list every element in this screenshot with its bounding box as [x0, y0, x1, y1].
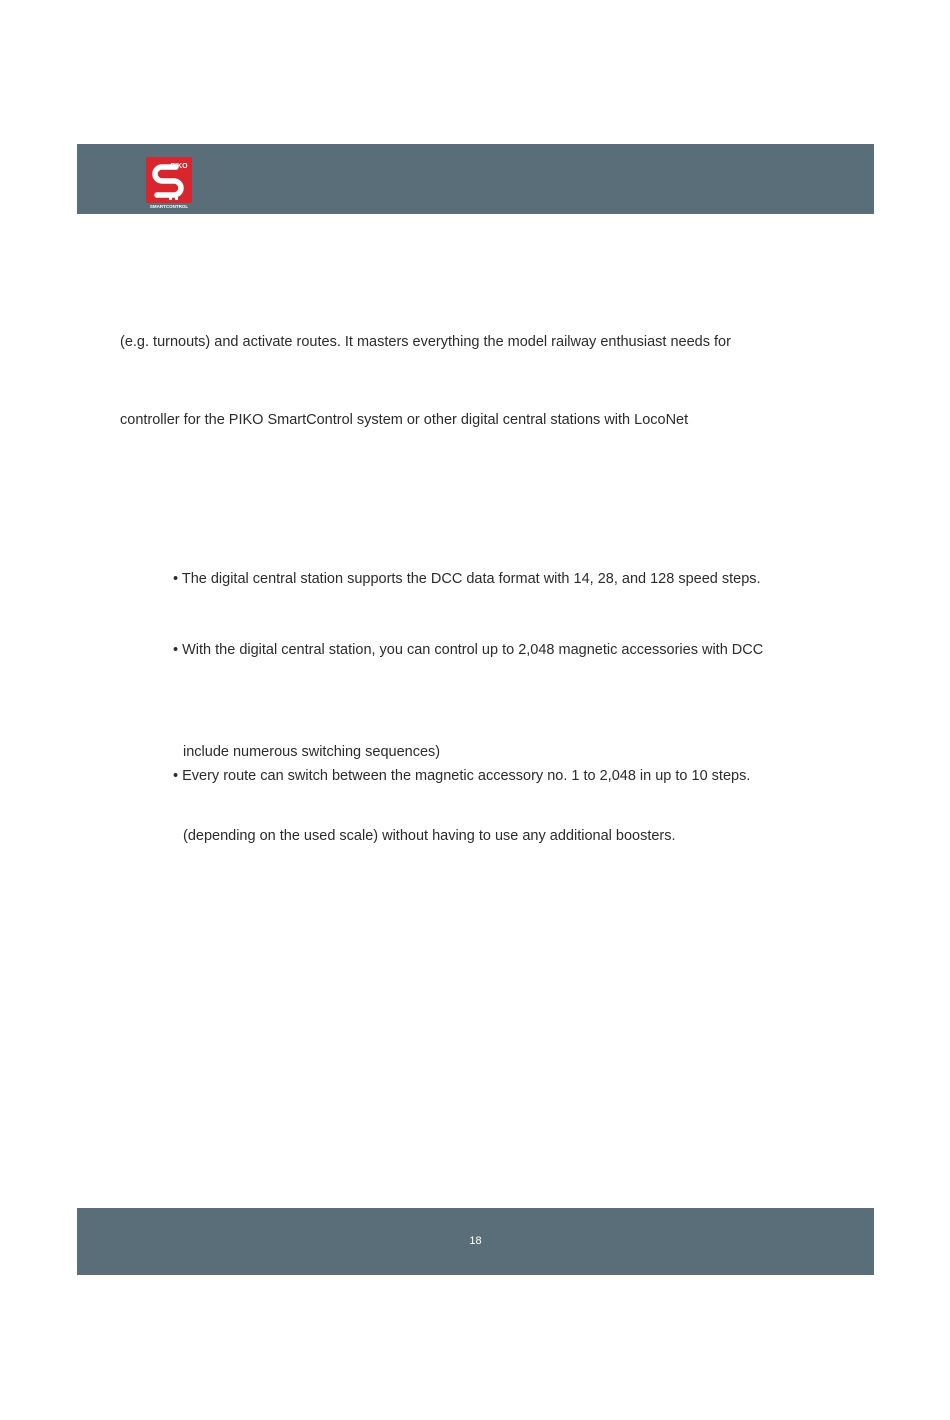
piko-smartcontrol-logo — [146, 157, 192, 209]
footer-band — [77, 1208, 874, 1275]
svg-text:SMARTCONTROL: SMARTCONTROL — [149, 204, 189, 209]
header-band — [77, 144, 874, 214]
bullet-item-magnetic-accessories: • With the digital central station, you can control up to 2,048 magnetic accessories with DCC — [173, 642, 764, 658]
page-number: 18 — [469, 1235, 482, 1247]
paragraph-line-2: controller for the PIKO SmartControl system or other digital central stations with LocoNet — [120, 412, 689, 428]
bullet-continuation-switching-sequences: include numerous switching sequences) — [183, 744, 441, 760]
bullet-item-speed-steps: • The digital central station supports the DCC data format with 14, 28, and 128 speed steps. — [173, 571, 761, 587]
paragraph-line-1: (e.g. turnouts) and activate routes. It masters everything the model railway enthusiast needs for — [120, 334, 731, 350]
bullet-item-route-steps: • Every route can switch between the magnetic accessory no. 1 to 2,048 in up to 10 steps. — [173, 768, 751, 784]
svg-text:PIKO: PIKO — [170, 163, 188, 170]
bullet-continuation-boosters: (depending on the used scale) without having to use any additional boosters. — [183, 828, 676, 844]
